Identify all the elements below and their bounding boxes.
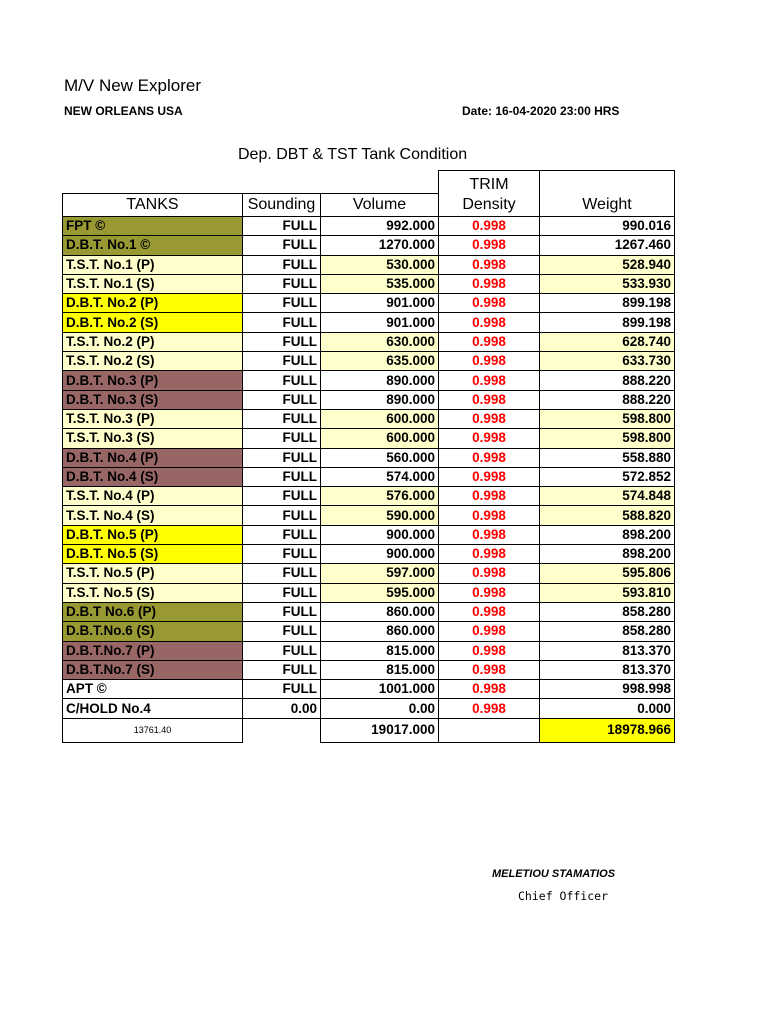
sounding-cell: FULL xyxy=(243,622,321,641)
sounding-cell: FULL xyxy=(243,641,321,660)
document-title: Dep. DBT & TST Tank Condition xyxy=(238,146,468,163)
sounding-cell: FULL xyxy=(243,448,321,467)
tank-name-cell: D.B.T.No.7 (S) xyxy=(63,660,243,679)
density-cell: 0.998 xyxy=(439,274,540,293)
volume-cell: 530.000 xyxy=(321,255,439,274)
tank-name-cell: D.B.T. No.3 (S) xyxy=(63,390,243,409)
weight-cell: 858.280 xyxy=(540,622,675,641)
table-row xyxy=(63,467,675,486)
sounding-cell: FULL xyxy=(243,487,321,506)
weight-cell: 528.940 xyxy=(540,255,675,274)
sounding-cell: FULL xyxy=(243,371,321,390)
weight-cell: 633.730 xyxy=(540,352,675,371)
density-cell: 0.998 xyxy=(439,525,540,544)
density-cell: 0.998 xyxy=(439,294,540,313)
sounding-cell: FULL xyxy=(243,506,321,525)
tank-name-cell: D.B.T. No.4 (S) xyxy=(63,467,243,486)
density-column-header: Density xyxy=(439,194,540,217)
header-row-top xyxy=(63,171,675,194)
trim-header: TRIM xyxy=(439,171,540,194)
sounding-cell: FULL xyxy=(243,217,321,236)
weight-cell: 1267.460 xyxy=(540,236,675,255)
table-row xyxy=(63,409,675,428)
density-cell: 0.998 xyxy=(439,371,540,390)
tank-name-cell: T.S.T. No.4 (S) xyxy=(63,506,243,525)
volume-cell: 992.000 xyxy=(321,217,439,236)
volume-cell: 1001.000 xyxy=(321,680,439,699)
tank-name-cell: T.S.T. No.4 (P) xyxy=(63,487,243,506)
density-cell: 0.998 xyxy=(439,487,540,506)
signer-rank: Chief Officer xyxy=(518,889,609,903)
weight-cell: 0.000 xyxy=(540,699,675,718)
table-row xyxy=(63,236,675,255)
tank-name-cell: T.S.T. No.1 (P) xyxy=(63,255,243,274)
volume-column-header: Volume xyxy=(321,194,439,217)
density-cell: 0.998 xyxy=(439,564,540,583)
sounding-cell: FULL xyxy=(243,274,321,293)
table-row xyxy=(63,352,675,371)
tank-name-cell: D.B.T. No.1 © xyxy=(63,236,243,255)
density-cell: 0.998 xyxy=(439,602,540,621)
tank-name-cell: T.S.T. No.5 (P) xyxy=(63,564,243,583)
table-row xyxy=(63,487,675,506)
volume-cell: 535.000 xyxy=(321,274,439,293)
weight-cell: 888.220 xyxy=(540,371,675,390)
weight-cell: 595.806 xyxy=(540,564,675,583)
density-cell: 0.998 xyxy=(439,217,540,236)
tanks-column-header: TANKS xyxy=(63,194,243,217)
table-row xyxy=(63,448,675,467)
volume-cell: 574.000 xyxy=(321,467,439,486)
weight-cell: 558.880 xyxy=(540,448,675,467)
tank-name-cell: T.S.T. No.2 (S) xyxy=(63,352,243,371)
tank-name-cell: D.B.T No.6 (P) xyxy=(63,602,243,621)
volume-cell: 900.000 xyxy=(321,525,439,544)
weight-cell: 533.930 xyxy=(540,274,675,293)
sounding-cell: FULL xyxy=(243,255,321,274)
table-row xyxy=(63,371,675,390)
table-row xyxy=(63,294,675,313)
weight-cell: 628.740 xyxy=(540,332,675,351)
header-blank xyxy=(540,171,675,194)
density-cell: 0.998 xyxy=(439,352,540,371)
volume-cell: 815.000 xyxy=(321,660,439,679)
tank-name-cell: D.B.T. No.5 (S) xyxy=(63,545,243,564)
density-cell: 0.998 xyxy=(439,236,540,255)
vessel-name: M/V New Explorer xyxy=(64,76,201,95)
tank-name-cell: FPT © xyxy=(63,217,243,236)
report-date: Date: 16-04-2020 23:00 HRS xyxy=(462,104,620,118)
sounding-cell: FULL xyxy=(243,294,321,313)
sounding-cell: FULL xyxy=(243,602,321,621)
table-row xyxy=(63,545,675,564)
density-cell: 0.998 xyxy=(439,332,540,351)
volume-cell: 595.000 xyxy=(321,583,439,602)
totals-blank xyxy=(243,718,321,742)
volume-cell: 901.000 xyxy=(321,313,439,332)
header-blank xyxy=(321,171,439,194)
volume-cell: 560.000 xyxy=(321,448,439,467)
sounding-cell: FULL xyxy=(243,429,321,448)
density-cell: 0.998 xyxy=(439,390,540,409)
sounding-cell: FULL xyxy=(243,467,321,486)
tank-name-cell: T.S.T. No.2 (P) xyxy=(63,332,243,351)
table-row xyxy=(63,255,675,274)
table-row xyxy=(63,680,675,699)
table-row xyxy=(63,429,675,448)
tank-name-cell: T.S.T. No.3 (S) xyxy=(63,429,243,448)
weight-cell: 888.220 xyxy=(540,390,675,409)
tank-name-cell: T.S.T. No.3 (P) xyxy=(63,409,243,428)
tank-name-cell: D.B.T. No.2 (P) xyxy=(63,294,243,313)
volume-total: 19017.000 xyxy=(321,718,439,742)
table-row xyxy=(63,660,675,679)
weight-cell: 588.820 xyxy=(540,506,675,525)
weight-cell: 813.370 xyxy=(540,660,675,679)
weight-cell: 899.198 xyxy=(540,313,675,332)
tank-note-total: 13761.40 xyxy=(63,718,243,742)
sounding-cell: FULL xyxy=(243,352,321,371)
sounding-cell: FULL xyxy=(243,660,321,679)
density-cell: 0.998 xyxy=(439,467,540,486)
table-row xyxy=(63,313,675,332)
tank-name-cell: D.B.T. No.4 (P) xyxy=(63,448,243,467)
header-blank xyxy=(243,171,321,194)
sounding-cell: FULL xyxy=(243,332,321,351)
tank-name-cell: C/HOLD No.4 xyxy=(63,699,243,718)
totals-blank xyxy=(439,718,540,742)
weight-cell: 574.848 xyxy=(540,487,675,506)
weight-cell: 858.280 xyxy=(540,602,675,621)
table-row xyxy=(63,622,675,641)
tank-name-cell: D.B.T.No.6 (S) xyxy=(63,622,243,641)
table-row xyxy=(63,583,675,602)
tank-name-cell: D.B.T. No.3 (P) xyxy=(63,371,243,390)
sounding-cell: FULL xyxy=(243,313,321,332)
density-cell: 0.998 xyxy=(439,660,540,679)
volume-cell: 630.000 xyxy=(321,332,439,351)
tank-name-cell: D.B.T. No.5 (P) xyxy=(63,525,243,544)
volume-cell: 901.000 xyxy=(321,294,439,313)
weight-cell: 598.800 xyxy=(540,429,675,448)
density-cell: 0.998 xyxy=(439,641,540,660)
sounding-cell: 0.00 xyxy=(243,699,321,718)
sounding-cell: FULL xyxy=(243,390,321,409)
sounding-cell: FULL xyxy=(243,409,321,428)
density-cell: 0.998 xyxy=(439,545,540,564)
volume-cell: 860.000 xyxy=(321,622,439,641)
tank-name-cell: D.B.T.No.7 (P) xyxy=(63,641,243,660)
volume-cell: 900.000 xyxy=(321,545,439,564)
volume-cell: 597.000 xyxy=(321,564,439,583)
density-cell: 0.998 xyxy=(439,429,540,448)
volume-cell: 860.000 xyxy=(321,602,439,621)
table-row xyxy=(63,332,675,351)
weight-cell: 898.200 xyxy=(540,525,675,544)
tank-condition-table xyxy=(62,170,675,743)
volume-cell: 576.000 xyxy=(321,487,439,506)
sounding-cell: FULL xyxy=(243,583,321,602)
tank-name-cell: T.S.T. No.1 (S) xyxy=(63,274,243,293)
volume-cell: 815.000 xyxy=(321,641,439,660)
table-row xyxy=(63,525,675,544)
tank-name-cell: D.B.T. No.2 (S) xyxy=(63,313,243,332)
weight-cell: 593.810 xyxy=(540,583,675,602)
volume-cell: 0.00 xyxy=(321,699,439,718)
tank-name-cell: APT © xyxy=(63,680,243,699)
sounding-cell: FULL xyxy=(243,545,321,564)
table-row xyxy=(63,217,675,236)
header-blank xyxy=(63,171,243,194)
weight-cell: 813.370 xyxy=(540,641,675,660)
port-name: NEW ORLEANS USA xyxy=(64,104,183,118)
density-cell: 0.998 xyxy=(439,699,540,718)
density-cell: 0.998 xyxy=(439,583,540,602)
volume-cell: 590.000 xyxy=(321,506,439,525)
header-row xyxy=(63,194,675,217)
weight-total: 18978.966 xyxy=(540,718,675,742)
weight-cell: 898.200 xyxy=(540,545,675,564)
density-cell: 0.998 xyxy=(439,313,540,332)
volume-cell: 890.000 xyxy=(321,371,439,390)
sounding-cell: FULL xyxy=(243,680,321,699)
tank-name-cell: T.S.T. No.5 (S) xyxy=(63,583,243,602)
totals-row xyxy=(63,718,675,742)
density-cell: 0.998 xyxy=(439,255,540,274)
density-cell: 0.998 xyxy=(439,506,540,525)
weight-column-header: Weight xyxy=(540,194,675,217)
sounding-cell: FULL xyxy=(243,525,321,544)
volume-cell: 635.000 xyxy=(321,352,439,371)
volume-cell: 600.000 xyxy=(321,429,439,448)
weight-cell: 572.852 xyxy=(540,467,675,486)
sounding-cell: FULL xyxy=(243,236,321,255)
density-cell: 0.998 xyxy=(439,680,540,699)
weight-cell: 990.016 xyxy=(540,217,675,236)
density-cell: 0.998 xyxy=(439,622,540,641)
weight-cell: 598.800 xyxy=(540,409,675,428)
signer-name: MELETIOU STAMATIOS xyxy=(492,868,616,880)
density-cell: 0.998 xyxy=(439,409,540,428)
table-row xyxy=(63,390,675,409)
table-row xyxy=(63,274,675,293)
volume-cell: 600.000 xyxy=(321,409,439,428)
volume-cell: 1270.000 xyxy=(321,236,439,255)
table-row xyxy=(63,602,675,621)
table-row xyxy=(63,699,675,718)
table-row xyxy=(63,564,675,583)
table-row xyxy=(63,641,675,660)
sounding-column-header: Sounding xyxy=(243,194,321,217)
table-row xyxy=(63,506,675,525)
density-cell: 0.998 xyxy=(439,448,540,467)
weight-cell: 899.198 xyxy=(540,294,675,313)
sounding-cell: FULL xyxy=(243,564,321,583)
weight-cell: 998.998 xyxy=(540,680,675,699)
volume-cell: 890.000 xyxy=(321,390,439,409)
